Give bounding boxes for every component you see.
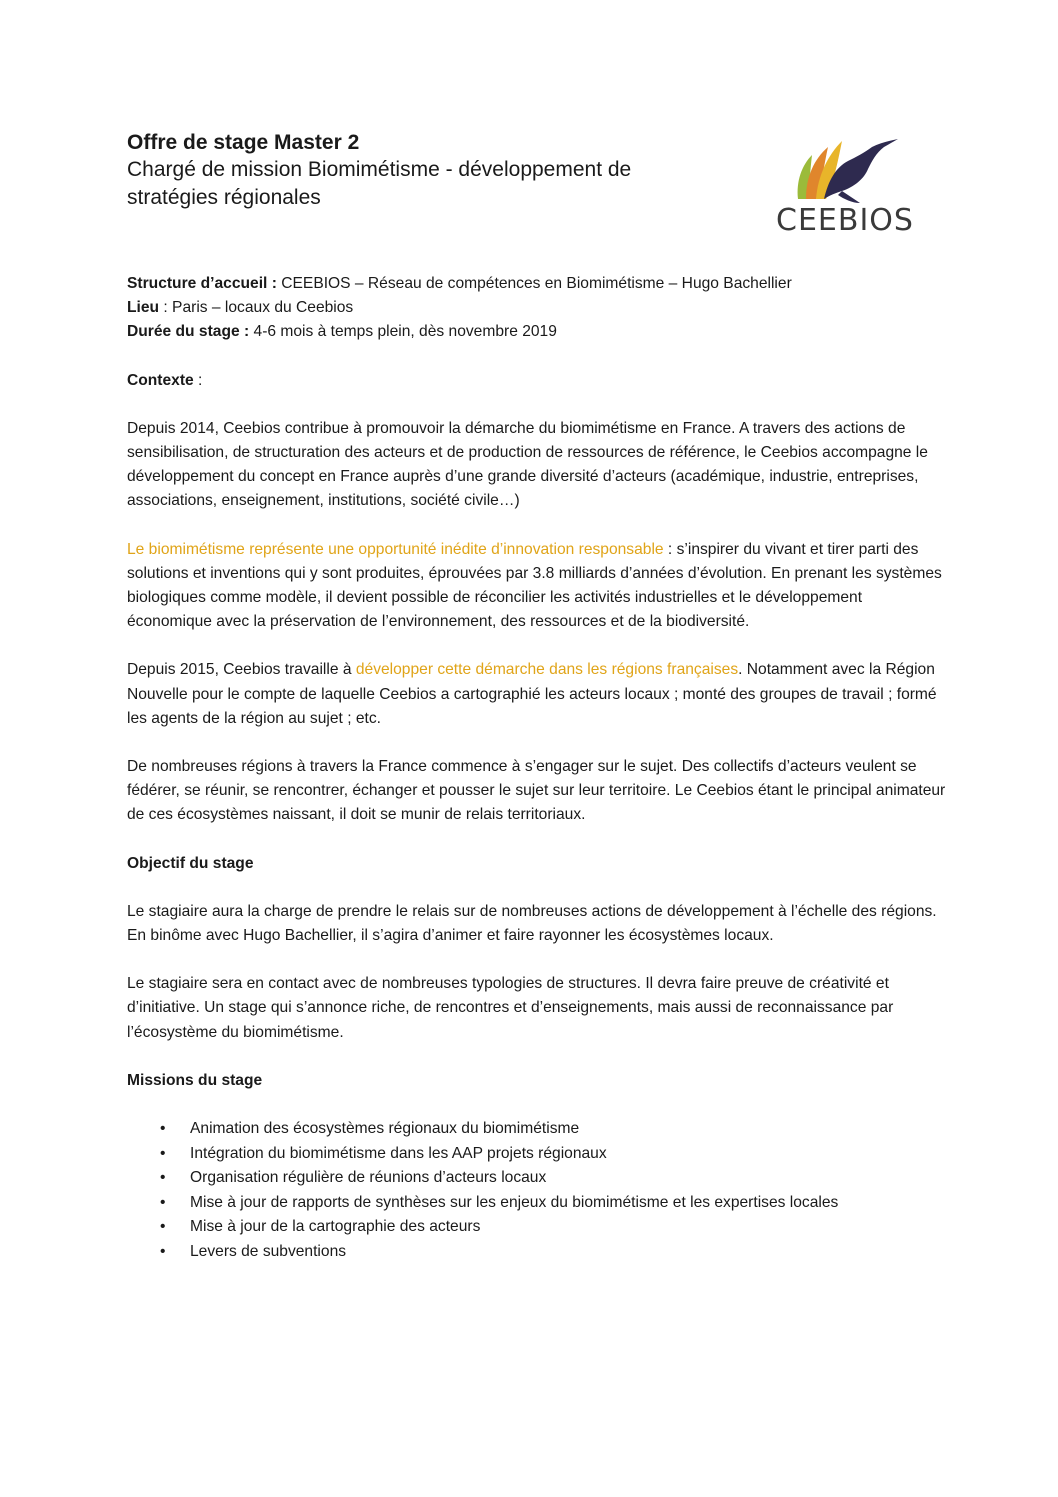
paragraph-text: Depuis 2015, Ceebios travaille à xyxy=(127,661,356,679)
structure-label: Structure d’accueil : xyxy=(127,275,277,292)
missions-list xyxy=(127,1117,947,1265)
list-item-text: Mise à jour de la cartographie des acteurs xyxy=(190,1218,481,1236)
list-item-text: Mise à jour de rapports de synthèses sur les enjeux du biomimétisme et les expertises locales xyxy=(190,1193,839,1211)
bullet-icon: • xyxy=(160,1218,166,1236)
page-subtitle-line2: stratégies régionales xyxy=(127,186,321,209)
ceebios-logo xyxy=(776,133,914,243)
lieu-label: Lieu xyxy=(127,299,160,317)
document-body xyxy=(127,272,947,1265)
contexte-paragraph-4: De nombreuses régions à travers la France commence à s’engager sur le sujet. Des collectifs d’acteurs veulent se fédérer, se réunir, se rencontrer, échanger et pousser le sujet sur leur territoire. Le Ceebios étant le principal animateur de ces écosystèmes naissant, il doit se munir de relais territoriaux. xyxy=(127,758,946,824)
contexte-heading-suffix: : xyxy=(193,371,203,389)
contexte-paragraph-3 xyxy=(127,658,947,731)
contexte-paragraph-1: Depuis 2014, Ceebios contribue à promouvoir la démarche du biomimétisme en France. A travers des actions de sensibilisation, de structuration des acteurs et de production de ressources de référence, le Ceebios accompagne le développement du concept en France auprès d’une grande diversité d’acteurs (académique, industrie, entreprises, associations, enseignement, institutions, société civile…) xyxy=(127,419,928,510)
duree-label: Durée du stage : xyxy=(127,323,250,341)
list-item-text: Levers de subventions xyxy=(190,1243,347,1261)
bird-icon xyxy=(776,133,906,205)
page-title: Offre de stage Master 2 xyxy=(127,131,360,154)
contexte-paragraph-2 xyxy=(127,538,947,635)
paragraph-text: . Notamment avec la Région Nouvelle pour le compte de laquelle Ceebios a cartographié les acteurs locaux ; monté des groupes de travail ; formé les agents de la région au sujet ; etc. xyxy=(127,661,937,727)
list-item-text: Intégration du biomimétisme dans les AAP projets régionaux xyxy=(190,1144,607,1162)
bullet-icon: • xyxy=(160,1120,166,1138)
list-item xyxy=(127,1215,947,1240)
objectif-heading: Objectif du stage xyxy=(127,854,254,872)
highlight-text: Le biomimétisme représente une opportunité inédite d’innovation responsable xyxy=(127,540,664,558)
contexte-heading-line xyxy=(127,369,947,393)
list-item xyxy=(127,1142,947,1167)
bullet-icon: • xyxy=(160,1243,166,1261)
internship-info xyxy=(127,272,947,345)
lieu-value: : Paris – locaux du Ceebios xyxy=(159,299,354,317)
structure-value: CEEBIOS – Réseau de compétences en Biomimétisme – Hugo Bachellier xyxy=(276,275,792,292)
title-block xyxy=(127,129,727,212)
contexte-heading: Contexte xyxy=(127,371,194,389)
highlight-text: développer cette démarche dans les régions françaises xyxy=(355,661,739,679)
logo-text: CEEBIOS xyxy=(776,203,914,238)
list-item xyxy=(127,1117,947,1142)
duree-line xyxy=(127,320,947,344)
missions-heading: Missions du stage xyxy=(127,1071,263,1089)
list-item-text: Animation des écosystèmes régionaux du biomimétisme xyxy=(190,1120,580,1138)
duree-value: 4-6 mois à temps plein, dès novembre 2019 xyxy=(249,323,557,341)
lieu-line xyxy=(127,296,947,320)
objectif-paragraph-1: Le stagiaire aura la charge de prendre le relais sur de nombreuses actions de développement à l’échelle des régions. En binôme avec Hugo Bachellier, il s’agira d’animer et faire rayonner les écosystèmes locaux. xyxy=(127,902,937,945)
bullet-icon: • xyxy=(160,1169,166,1187)
page-subtitle-line1: Chargé de mission Biomimétisme - développement de xyxy=(127,158,632,181)
structure-line xyxy=(127,272,947,296)
objectif-paragraph-2: Le stagiaire sera en contact avec de nombreuses typologies de structures. Il devra faire preuve de créativité et d’initiative. Un stage qui s’annonce riche, de rencontres et d’enseignements, mais aussi de reconnaissance par l’écosystème du biomimétisme. xyxy=(127,975,894,1041)
list-item xyxy=(127,1166,947,1191)
paragraph-text: : s’inspirer du vivant et tirer parti des solutions et inventions qui y sont produites, éprouvées par 3.8 milliards d’années d’évolution. En prenant les systèmes biologiques comme modèle, il devient possible de réconcilier les activités industrielles et le développement économique avec la préservation de l’environnement, des ressources et de la biodiversité. xyxy=(127,540,942,631)
bullet-icon: • xyxy=(160,1193,166,1211)
list-item xyxy=(127,1240,947,1265)
list-item-text: Organisation régulière de réunions d’acteurs locaux xyxy=(190,1169,547,1187)
bullet-icon: • xyxy=(160,1144,166,1162)
list-item xyxy=(127,1191,947,1216)
